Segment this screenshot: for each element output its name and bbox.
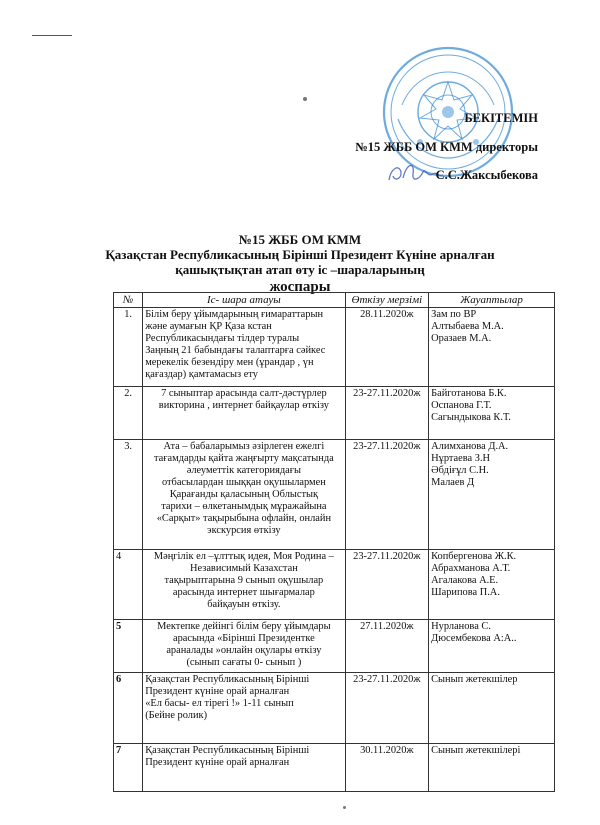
page-edge-mark — [32, 35, 72, 36]
row-number: 2. — [114, 387, 143, 440]
event-line: 7 сыныптар арасында салт-дәстүрлер — [161, 388, 327, 399]
table-row — [114, 744, 555, 792]
row-event — [143, 387, 345, 440]
table-row — [114, 673, 555, 744]
row-responsible — [429, 620, 555, 673]
row-date: 23-27.11.2020ж — [345, 550, 429, 620]
responsible-line: Зам по ВР — [431, 309, 477, 320]
responsible-line: Малаев Д — [431, 477, 475, 488]
row-responsible — [429, 673, 555, 744]
responsible-line: Байготанова Б.К. — [431, 388, 507, 399]
table-row — [114, 308, 555, 387]
event-line: тақырыптарына 9 сынып оқушылар — [164, 575, 324, 586]
event-line: Қарағанды қаласының Облыстық — [169, 489, 319, 500]
header-event: Іс- шара атауы — [143, 293, 345, 308]
row-number: 3. — [114, 440, 143, 550]
row-responsible — [429, 387, 555, 440]
document-title-line2: Қазақстан Республикасының Бірінші Президент Күніне арналған — [105, 247, 495, 262]
event-line: Мәңгілік ел –ұлттық идея, Моя Родина – — [153, 551, 334, 562]
responsible-line: Сынып жетекшілері — [431, 745, 521, 756]
row-number: 6 — [114, 673, 143, 744]
responsible-line: Нұртаева З.Н — [431, 453, 491, 464]
event-line: Білім беру ұйымдарының ғимараттарын — [145, 309, 324, 320]
row-number: 7 — [114, 744, 143, 792]
responsible-line: Оспанова Г.Т. — [431, 400, 492, 411]
event-line: «Ел басы- ел тірегі !» 1-11 сынып — [145, 698, 294, 709]
row-number: 4 — [114, 550, 143, 620]
table-row — [114, 387, 555, 440]
event-line: Президент күніне орай арналған — [145, 686, 290, 697]
event-line: экскурсия өткізу — [207, 525, 281, 536]
row-responsible — [429, 550, 555, 620]
row-date: 23-27.11.2020ж — [345, 673, 429, 744]
responsible-line: Агалакова А.Е. — [431, 575, 499, 586]
responsible-line: Дюсембекова А:А.. — [431, 633, 517, 644]
document-title-line4: жоспары — [269, 279, 331, 295]
row-date: 23-27.11.2020ж — [345, 387, 429, 440]
event-line: Қазақстан Республикасының Бірінші — [145, 674, 310, 685]
row-event — [143, 440, 345, 550]
header-number: № — [114, 293, 143, 308]
event-line: тарихи – өлкетанымдық мұражайына — [161, 501, 327, 512]
row-event — [143, 550, 345, 620]
document-title-line1: №15 ЖББ ОМ КММ — [238, 232, 362, 247]
row-responsible — [429, 440, 555, 550]
event-line: тағамдарды қайта жаңғырту мақсатында — [154, 453, 334, 464]
row-number: 1. — [114, 308, 143, 387]
responsible-line: Копбергенова Ж.К. — [431, 551, 517, 562]
scan-dot — [303, 97, 307, 101]
responsible-line: Алимханова Д.А. — [431, 441, 509, 452]
table-row — [114, 550, 555, 620]
row-event — [143, 673, 345, 744]
row-date: 30.11.2020ж — [345, 744, 429, 792]
row-event — [143, 744, 345, 792]
event-line: қағаздар) қамтамасыз ету — [145, 369, 258, 380]
approval-signatory: С.С.Жаксыбекова — [435, 168, 538, 182]
approval-position: №15 ЖББ ОМ КММ директоры — [355, 140, 538, 154]
approval-heading: БЕКІТЕМІН — [464, 111, 538, 125]
event-line: арасында «Бірінші Президентке — [173, 633, 315, 644]
event-line: Ата – бабаларымыз әзірлеген ежелгі — [163, 441, 325, 452]
responsible-line: Сагындыкова К.Т. — [431, 412, 511, 423]
event-line: Мектепке дейінгі білім беру ұйымдары — [157, 621, 331, 632]
responsible-line: Сынып жетекшілер — [431, 674, 518, 685]
event-line: Қазақстан Республикасының Бірінші — [145, 745, 310, 756]
responsible-line: Әбдіғұл С.Н. — [431, 465, 489, 476]
event-line: мерекелік безендіру мен (ұрандар , үн — [145, 357, 314, 368]
event-line: әлеуметтік категориядағы — [186, 465, 302, 476]
header-date: Өткізу мерзімі — [345, 293, 429, 308]
header-responsible: Жауаптылар — [429, 293, 555, 308]
responsible-line: Шарипова П.А. — [431, 587, 500, 598]
event-line: араналады »онлайн оқулары өткізу — [166, 645, 322, 656]
row-event — [143, 620, 345, 673]
row-date: 28.11.2020ж — [345, 308, 429, 387]
row-responsible — [429, 308, 555, 387]
document-title-line3: қашықтықтан атап өту іс –шараларының — [175, 262, 425, 277]
event-line: Независимый Казахстан — [189, 563, 298, 574]
table-row — [114, 440, 555, 550]
responsible-line: Нурланова С. — [431, 621, 491, 632]
row-date: 23-27.11.2020ж — [345, 440, 429, 550]
event-line: Заңның 21 бабындағы талаптарға сәйкес — [145, 345, 326, 356]
row-date: 27.11.2020ж — [345, 620, 429, 673]
scan-dot — [343, 806, 346, 809]
event-line: викторина , интернет байқаулар өткізу — [158, 400, 329, 411]
row-number: 5 — [114, 620, 143, 673]
event-line: отбасылардан шыққан оқушылармен — [161, 477, 326, 488]
event-line: Республикасындағы тілдер туралы — [145, 333, 300, 344]
table-row — [114, 620, 555, 673]
event-line: «Сарқыт» тақырыбына офлайн, онлайн — [156, 513, 332, 524]
event-line: Президент күніне орай арналған — [145, 757, 290, 768]
event-line: арасында интернет шығармалар — [172, 587, 315, 598]
event-line: (Бейне ролик) — [145, 710, 208, 721]
events-table — [113, 292, 555, 792]
event-line: және аумағын ҚР Қаза кстан — [145, 321, 272, 332]
row-responsible — [429, 744, 555, 792]
responsible-line: Абрахманова А.Т. — [431, 563, 511, 574]
table-header-row — [114, 293, 555, 308]
responsible-line: Алтыбаева М.А. — [431, 321, 504, 332]
event-line: байқауын өткізу. — [207, 599, 281, 610]
row-event — [143, 308, 345, 387]
responsible-line: Оразаев М.А. — [431, 333, 492, 344]
event-line: (сынып сағаты 0- сынып ) — [186, 657, 302, 668]
